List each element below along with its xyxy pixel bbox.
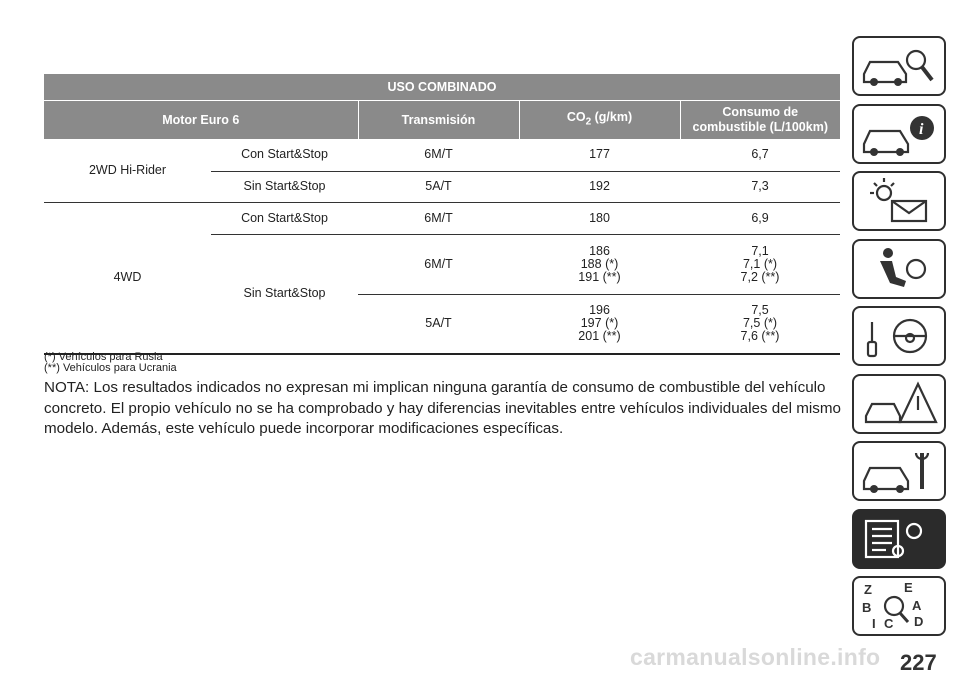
footnote-ukraine: (**) Vehículos para Ucrania	[44, 361, 177, 374]
svg-text:B: B	[862, 600, 872, 615]
svg-text:i: i	[919, 120, 924, 138]
emissions-table	[44, 74, 840, 355]
table-row	[44, 139, 840, 171]
co2-value: 186	[589, 243, 610, 258]
steering-key-icon	[854, 308, 946, 364]
header-co2	[519, 101, 680, 140]
header-consumption	[680, 101, 840, 140]
chapter-tabs	[852, 36, 948, 644]
tab-list-settings[interactable]	[852, 509, 946, 569]
tab-alphabet-index[interactable]	[852, 576, 946, 636]
cell-consumption: 6,7	[680, 139, 840, 171]
tab-accident-warning[interactable]	[852, 374, 946, 434]
warning-lights-icon	[854, 173, 946, 229]
cell-consumption: 6,9	[680, 202, 840, 234]
cell-version: Sin Start&Stop	[211, 171, 358, 202]
svg-text:D: D	[914, 614, 924, 629]
svg-text:I: I	[872, 616, 876, 631]
consumption-value: 7,1	[751, 243, 769, 258]
consumption-value: 7,5	[751, 303, 769, 318]
consumption-value: 7,2 (**)	[740, 269, 780, 284]
tab-seat-safety[interactable]	[852, 239, 946, 299]
alphabet-index-icon	[854, 578, 946, 634]
cell-consumption	[680, 234, 840, 294]
cell-transmission: 6M/T	[358, 139, 519, 171]
table-row	[44, 202, 840, 234]
co2-value: 191 (**)	[578, 269, 621, 284]
tab-car-info[interactable]	[852, 104, 946, 164]
list-settings-icon	[854, 511, 946, 567]
table-title: USO COMBINADO	[44, 74, 840, 101]
page-number: 227	[900, 650, 937, 675]
watermark: carmanualsonline.info	[630, 644, 881, 670]
car-service-icon	[854, 443, 946, 499]
tab-warning-lights[interactable]	[852, 171, 946, 231]
model-4wd: 4WD	[44, 202, 211, 354]
co2-value: 201 (**)	[578, 329, 621, 344]
cell-version: Con Start&Stop	[211, 202, 358, 234]
co2-value: 196	[589, 303, 610, 318]
svg-text:C: C	[884, 616, 894, 631]
car-info-icon	[854, 106, 946, 162]
cell-transmission: 6M/T	[358, 234, 519, 294]
cell-transmission: 5A/T	[358, 171, 519, 202]
tab-car-search[interactable]	[852, 36, 946, 96]
header-transmission: Transmisión	[358, 101, 519, 140]
svg-text:A: A	[912, 598, 922, 613]
cell-consumption	[680, 294, 840, 354]
consumption-line1: Consumo de	[722, 105, 799, 119]
cell-co2: 180	[519, 202, 680, 234]
co2-value: 197 (*)	[580, 316, 619, 331]
model-2wd-hirider: 2WD Hi-Rider	[44, 139, 211, 202]
car-search-icon	[854, 38, 946, 94]
emissions-table-wrap	[44, 74, 840, 355]
consumption-value: 7,1 (*)	[742, 256, 778, 271]
svg-text:E: E	[904, 580, 913, 595]
consumption-line2: combustible (L/100km)	[692, 120, 828, 134]
co2-sub: 2	[585, 116, 592, 128]
cell-version: Sin Start&Stop	[211, 234, 358, 354]
footnotes	[44, 352, 177, 373]
consumption-value: 7,6 (**)	[740, 329, 780, 344]
footnote-russia: (*) Vehículos para Rusia	[44, 351, 163, 363]
tab-car-service[interactable]	[852, 441, 946, 501]
cell-co2	[519, 294, 680, 354]
cell-co2	[519, 234, 680, 294]
cell-transmission: 6M/T	[358, 202, 519, 234]
accident-warning-icon	[854, 376, 946, 432]
co2-unit: (g/km)	[591, 110, 633, 125]
header-engine: Motor Euro 6	[44, 101, 358, 140]
nota-paragraph: NOTA: Los resultados indicados no expresan mi implican ninguna garantía de consumo de combustible del vehículo concreto. El propio vehículo no se ha comprobado y hay diferencias inevitables entre vehículos individuales del mismo modelo. Además, este vehículo puede incorporar modificaciones específicas.	[44, 379, 841, 437]
cell-consumption: 7,3	[680, 171, 840, 202]
cell-co2: 177	[519, 139, 680, 171]
cell-co2: 192	[519, 171, 680, 202]
consumption-value: 7,5 (*)	[742, 316, 778, 331]
seat-safety-icon	[854, 241, 946, 297]
co2-value: 188 (*)	[580, 256, 619, 271]
co2-main: CO	[566, 110, 586, 125]
tab-steering-key[interactable]	[852, 306, 946, 366]
cell-version: Con Start&Stop	[211, 139, 358, 171]
svg-text:Z: Z	[864, 582, 872, 597]
cell-transmission: 5A/T	[358, 294, 519, 354]
